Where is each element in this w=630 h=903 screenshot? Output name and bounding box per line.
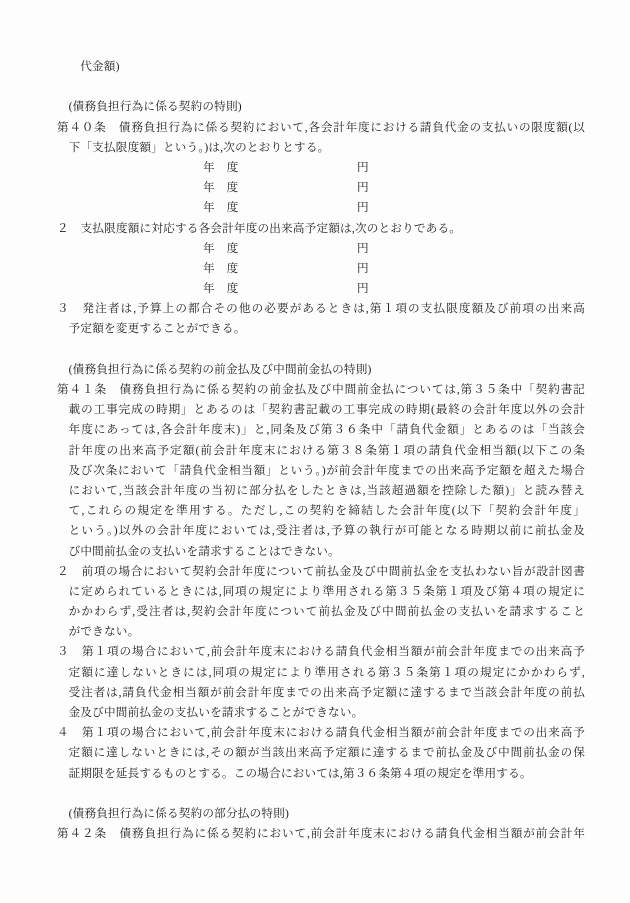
fiscal-year-amount-row	[57, 279, 585, 299]
fiscal-year-label: 年 度	[203, 201, 239, 215]
text-line: 受注者は,請負代金相当額が前会計年度までの出来高予定額に達するまで当該会計年度の前払	[68, 685, 585, 699]
text-line: 下「支払限度額」という。)は,次のとおりとする。	[68, 140, 330, 154]
fiscal-year-label: 年 度	[203, 160, 239, 174]
fiscal-year-amount-row	[57, 178, 585, 198]
text-line: ２ 支払限度額に対応する各会計年度の出来高予定額は,次のとおりである。	[57, 221, 462, 235]
amount-yen-label: 円	[357, 181, 369, 195]
text-line: 載の工事完成の時期」とあるのは「契約書記載の工事完成の時期(最終の会計年度以外の会計	[68, 403, 585, 417]
fiscal-year-amount-row	[57, 158, 585, 178]
text-line: 年度にあっては,各会計年度末)」と,同条及び第３６条中「請負代金額」とあるのは「当該会	[68, 423, 585, 437]
text-line: 定額に達しないときには,その額が当該出来高予定額に達するまで前払金及び中間前払金の保	[68, 746, 585, 760]
fiscal-year-amount-row	[57, 259, 585, 279]
text-line: という。)以外の会計年度においては,受注者は,予算の執行が可能となる時期以前に前払金及	[68, 524, 585, 538]
text-line: 及び次条において「請負代金相当額」という。)が前会計年度までの出来高予定額を超えた場合	[68, 463, 585, 477]
text-line: 証期限を延長するものとする。この場合においては,第３６条第４項の規定を準用する。	[68, 766, 532, 780]
document-content	[57, 57, 585, 844]
amount-yen-label: 円	[357, 160, 369, 174]
fiscal-year-amount-row	[57, 198, 585, 218]
fiscal-year-label: 年 度	[203, 241, 239, 255]
fiscal-year-amount-row	[57, 239, 585, 259]
text-line: 第４０条 債務負担行為に係る契約において,各会計年度における請負代金の支払いの限度額(以	[57, 120, 585, 134]
fiscal-year-label: 年 度	[203, 261, 239, 275]
text-line: 第４２条 債務負担行為に係る契約において,前会計年度末における請負代金相当額が前会計年	[57, 827, 585, 841]
section-heading: (債務負担行為に係る契約の部分払の特則)	[68, 806, 290, 820]
section-heading: (債務負担行為に係る契約の前金払及び中間前金払の特則)	[68, 362, 372, 376]
blank-line	[57, 784, 585, 804]
text-line: ３ 第１項の場合において,前会計年度末における請負代金相当額が前会計年度までの出来高予	[57, 645, 585, 659]
text-line: ３ 発注者は,予算上の都合その他の必要があるときは,第１項の支払限度額及び前項の出来高	[57, 302, 585, 316]
text-line: において,当該会計年度の当初に部分払をしたときは,当該超過額を控除した額)」と読み替え	[68, 483, 585, 497]
text-line: ２ 前項の場合において契約会計年度について前払金及び中間前払金を支払わない旨が設計図書	[57, 564, 585, 578]
amount-yen-label: 円	[357, 241, 369, 255]
text-line: に定められているときには,同項の規定により準用される第３５条第１項及び第４項の規定に	[68, 584, 585, 598]
blank-line	[57, 77, 585, 97]
amount-yen-label: 円	[357, 201, 369, 215]
blank-line	[57, 340, 585, 360]
fiscal-year-label: 年 度	[203, 282, 239, 296]
text-line: ４ 第１項の場合において,前会計年度末における請負代金相当額が前会計年度までの出来高予	[57, 726, 585, 740]
text-line: 第４１条 債務負担行為に係る契約の前金払及び中間前金払については,第３５条中「契約書記	[57, 383, 585, 396]
fiscal-year-label: 年 度	[203, 181, 239, 195]
text-line: 定額に達しないときには,同項の規定により準用される第３５条第１項の規定にかかわらず,	[68, 665, 585, 679]
text-line: び中間前払金の支払いを請求することはできない。	[68, 544, 340, 558]
text-line: 代金額)	[80, 60, 120, 73]
text-line: て,これらの規定を準用する。ただし,この契約を締結した会計年度(以下「契約会計年度」	[68, 504, 585, 518]
text-line: 予定額を変更することができる。	[68, 322, 246, 336]
text-line: ができない。	[68, 625, 140, 639]
text-line: かかわらず,受注者は,契約会計年度について前払金及び中間前払金の支払いを請求すること	[68, 605, 585, 619]
amount-yen-label: 円	[357, 282, 369, 296]
text-line: 計年度の出来高予定額(前会計年度末における第３８条第１項の請負代金相当額(以下この条	[68, 443, 585, 457]
amount-yen-label: 円	[357, 261, 369, 275]
text-line: 金及び中間前払金の支払いを請求することができない。	[68, 706, 364, 719]
section-heading: (債務負担行為に係る契約の特則)	[68, 100, 242, 114]
